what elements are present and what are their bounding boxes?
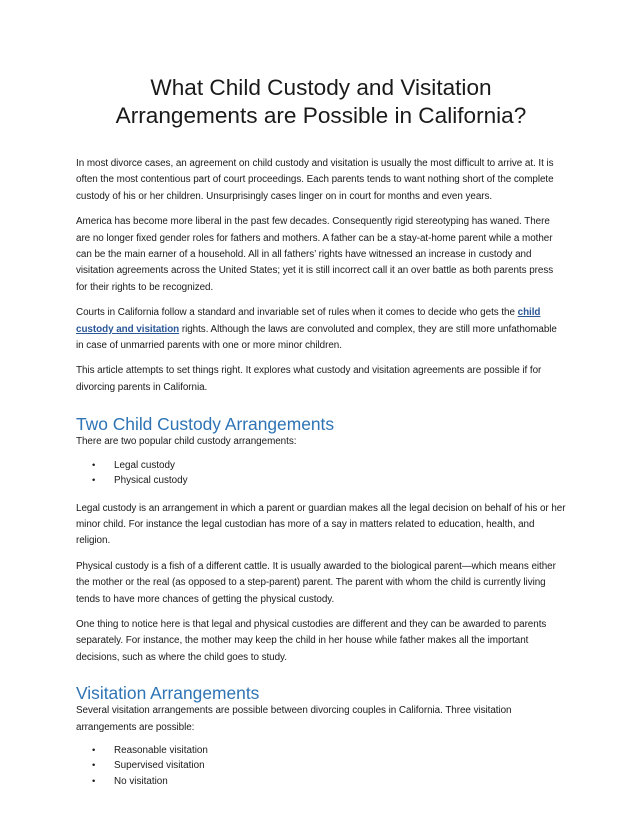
- courts-text-before: Courts in California follow a standard and invariable set of rules when it comes to decide who gets the: [76, 307, 518, 319]
- list-item: [76, 758, 566, 773]
- list-item: [76, 774, 566, 789]
- visitation-intro: Several visitation arrangements are possible between divorcing couples in California. Three visitation arrangements are possible:: [76, 705, 512, 733]
- bullet-icon: •: [92, 775, 96, 787]
- section-heading-custody: Two Child Custody Arrangements: [76, 414, 335, 435]
- list-item-label: Legal custody: [114, 459, 175, 471]
- list-item-label: Supervised visitation: [114, 760, 205, 772]
- list-item: [76, 458, 566, 473]
- list-item-label: Physical custody: [114, 475, 188, 487]
- title-line-2: Arrangements are Possible in California?: [115, 103, 527, 128]
- bullet-icon: •: [92, 744, 96, 756]
- custody-intro: There are two popular child custody arrangements:: [76, 436, 297, 448]
- visitation-list: [76, 743, 566, 789]
- separate-custody-paragraph: One thing to notice here is that legal and physical custodies are different and they can be awarded to parents separately. For instance, the mother may keep the child in her house while father makes all the important decisions, such as where the child goes to study.: [76, 618, 547, 663]
- list-item-label: Reasonable visitation: [114, 744, 208, 756]
- courts-text-after: rights. Although the laws are convoluted and complex, they are still more unfathomable in case of unmarried parents with one or more minor children.: [76, 323, 557, 352]
- list-item: [76, 743, 566, 758]
- courts-paragraph: [76, 305, 566, 354]
- section-heading-visitation: Visitation Arrangements: [76, 683, 260, 704]
- intro-paragraph-2: America has become more liberal in the past few decades. Consequently rigid stereotyping has waned. There are no longer fixed gender roles for fathers and mothers. A father can be a stay-at-home parent while a mother can be the main earner of a household. All in all fathers’ rights have witnessed an increase in custody and visitation agreements across the United States; yet it is still incorrect call it an over battle as both parents press for their rights to be recognized.: [76, 216, 554, 293]
- custody-list: [76, 458, 566, 489]
- bullet-icon: •: [92, 475, 96, 487]
- bullet-icon: •: [92, 459, 96, 471]
- article-paragraph: This article attempts to set things right. It explores what custody and visitation agreements are possible if for divorcing parents in California.: [76, 365, 542, 393]
- physical-custody-paragraph: Physical custody is a fish of a different cattle. It is usually awarded to the biological parent—which means either the mother or the real (as opposed to a step-parent) parent. The parent with whom the child is currently living tends to have more chances of getting the physical custody.: [76, 560, 556, 605]
- legal-custody-paragraph: Legal custody is an arrangement in which a parent or guardian makes all the legal decision on behalf of his or her minor child. For instance the legal custodian has more of a say in matters related to education, health, and religion.: [76, 502, 566, 547]
- bullet-icon: •: [92, 760, 96, 772]
- title-line-1: What Child Custody and Visitation: [150, 75, 492, 100]
- title-block: [76, 74, 566, 130]
- intro-paragraph-1: In most divorce cases, an agreement on child custody and visitation is usually the most difficult to arrive at. It is often the most contentious part of court proceedings. Each parents tends to want nothing short of the complete custody of his or her children. Unsurprisingly cases linger on in court for months and even years.: [76, 158, 554, 202]
- list-item: [76, 473, 566, 488]
- child-custody-link[interactable]: child custody and visitation: [76, 307, 541, 335]
- page-title: [86, 74, 556, 130]
- list-item-label: No visitation: [114, 775, 168, 787]
